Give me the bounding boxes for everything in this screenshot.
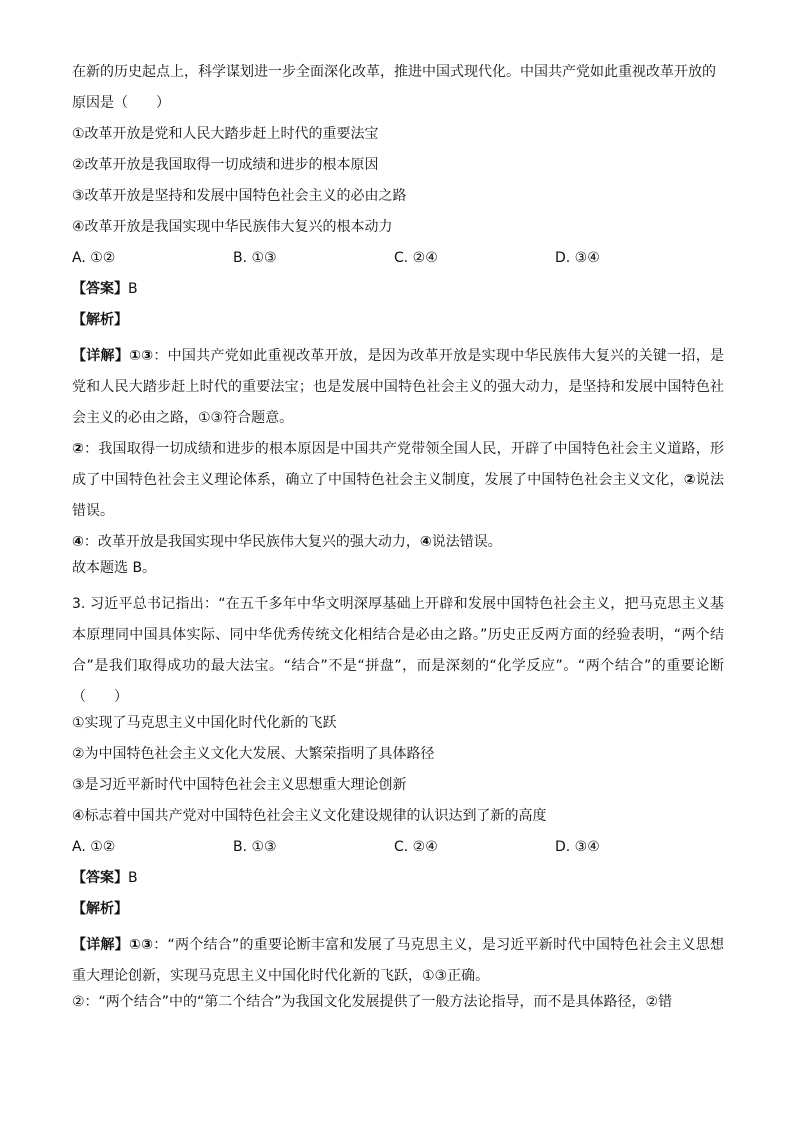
question-3 [72, 589, 724, 1023]
detail-text: 说法错误。 [72, 472, 725, 519]
detail-paragraph-2 [72, 434, 724, 527]
analysis-label: 【解析】 [72, 901, 128, 917]
answer-value: B [128, 281, 138, 297]
answer-line [72, 279, 724, 310]
detail-text: 说法错误。 [431, 534, 502, 550]
detail-label: 【详解】 [72, 348, 130, 364]
option-d: D. ③④ [555, 839, 600, 855]
choice-statement-3: ③是习近平新时代中国特色社会主义思想重大理论创新 [72, 777, 407, 793]
question-2 [72, 62, 724, 589]
choice-statement-4: ④改革开放是我国实现中华民族伟大复兴的根本动力 [72, 219, 393, 235]
choice-statement-2: ②为中国特色社会主义文化大发展、大繁荣指明了具体路径 [72, 746, 435, 762]
document-page [72, 62, 724, 1023]
detail-mark: ①③ [129, 937, 154, 953]
answer-options [72, 248, 724, 279]
answer-value: B [128, 870, 138, 886]
detail-text: ：“两个结合”的重要论断丰富和发展了马克思主义，是习近平新时代中国特色社会主义思想重大理论创新，实现马克思主义中国化时代化新的飞跃，①③正确。 [72, 937, 724, 984]
detail-mark: ④ [419, 534, 432, 550]
detail-paragraph-1 [72, 930, 724, 992]
choice-statement-4: ④标志着中国共产党对中国特色社会主义文化建设规律的认识达到了新的高度 [72, 808, 547, 824]
answer-label: 【答案】 [72, 870, 128, 886]
question-stem-line-2: 原因是（ ） [72, 95, 170, 111]
answer-options [72, 837, 724, 868]
answer-label: 【答案】 [72, 281, 128, 297]
conclusion: 故本题选 B。 [72, 560, 157, 576]
option-b: B. ①③ [233, 250, 277, 266]
detail-text: ：中国共产党如此重视改革开放，是因为改革开放是实现中华民族伟大复兴的关键一招，是党和人民大踏步赶上时代的重要法宝；也是发展中国特色社会主义的强大动力，是坚持和发展中国特色社会主义的必由之路，①③符合题意。 [72, 348, 725, 426]
option-a: A. ①② [72, 250, 116, 266]
detail-text: ：我国取得一切成绩和进步的根本原因是中国共产党带领全国人民，开辟了中国特色社会主义道路，形成了中国特色社会主义理论体系，确立了中国特色社会主义制度，发展了中国特色社会主义文化， [72, 441, 725, 488]
detail-paragraph-3 [72, 527, 724, 558]
option-c: C. ②④ [394, 839, 438, 855]
option-c: C. ②④ [394, 250, 438, 266]
option-b: B. ①③ [233, 839, 277, 855]
detail-mark: ①③ [129, 348, 154, 364]
detail-text: ：改革开放是我国实现中华民族伟大复兴的强大动力， [83, 534, 420, 550]
detail-paragraph-1 [72, 341, 724, 434]
analysis-label: 【解析】 [72, 312, 128, 328]
choice-statement-1: ①改革开放是党和人民大踏步赶上时代的重要法宝 [72, 126, 379, 142]
question-stem: 3. 习近平总书记指出：“在五千多年中华文明深厚基础上开辟和发展中国特色社会主义，把马克思主义基本原理同中国具体实际、同中华优秀传统文化相结合是必由之路。”历史正反两方面的经验表明，“两个结合”是我们取得成功的最大法宝。“结合”不是“拼盘”，而是深刻的“化学反应”。“两个结合”的重要论断（ ） [72, 596, 724, 705]
option-a: A. ①② [72, 839, 116, 855]
detail-paragraph-2: ②：“两个结合”中的“第二个结合”为我国文化发展提供了一般方法论指导，而不是具体路径，②错 [72, 994, 673, 1010]
detail-mark: ② [72, 441, 85, 457]
detail-mark: ④ [72, 534, 84, 550]
detail-mark: ② [683, 472, 696, 488]
answer-line [72, 868, 724, 899]
choice-statement-1: ①实现了马克思主义中国化时代化新的飞跃 [72, 715, 337, 731]
option-d: D. ③④ [555, 250, 600, 266]
question-stem-line-1: 在新的历史起点上，科学谋划进一步全面深化改革，推进中国式现代化。中国共产党如此重视改革开放的 [72, 64, 716, 80]
choice-statement-3: ③改革开放是坚持和发展中国特色社会主义的必由之路 [72, 188, 407, 204]
detail-label: 【详解】 [72, 937, 130, 953]
choice-statement-2: ②改革开放是我国取得一切成绩和进步的根本原因 [72, 157, 379, 173]
